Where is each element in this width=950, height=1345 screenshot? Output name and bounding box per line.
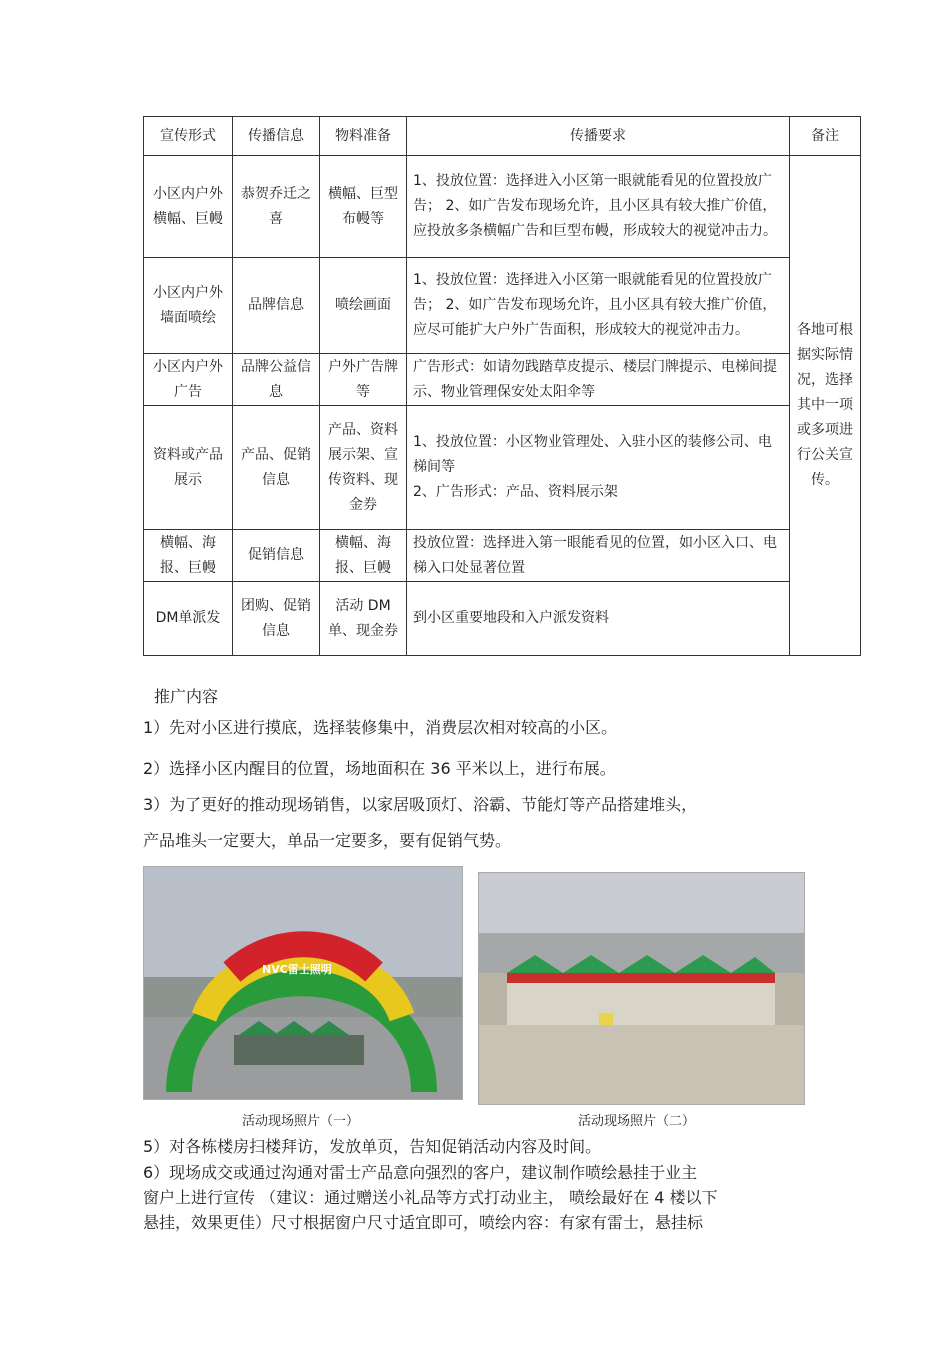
- cell-material: 户外广告牌等: [320, 354, 407, 406]
- cell-requirement: [407, 406, 790, 530]
- section-title: 推广内容: [154, 687, 219, 706]
- cell-requirement: 到小区重要地段和入户派发资料: [407, 582, 790, 656]
- cell-form: 资料或产品展示: [144, 406, 233, 530]
- cell-material: 横幅、巨型布幔等: [320, 156, 407, 258]
- paragraph: 2）选择小区内醒目的位置，场地面积在 36 平米以上，进行布展。: [143, 759, 616, 778]
- table-row: [144, 354, 861, 406]
- cell-form: 小区内户外横幅、巨幔: [144, 156, 233, 258]
- paragraph: 悬挂，效果更佳）尺寸根据窗户尺寸适宜即可，喷绘内容：有家有雷士，悬挂标: [143, 1213, 704, 1232]
- cell-form: 横幅、海报、巨幔: [144, 530, 233, 582]
- cell-info: 品牌公益信息: [233, 354, 320, 406]
- paragraph: 窗户上进行宣传 （建议：通过赠送小礼品等方式打动业主， 喷绘最好在 4 楼以下: [143, 1188, 718, 1207]
- header-cell: 传播信息: [233, 117, 320, 156]
- paragraph: 6）现场成交或通过沟通对雷士产品意向强烈的客户，建议制作喷绘悬挂于业主: [143, 1163, 698, 1182]
- photo-booths-illustration: [479, 873, 804, 1104]
- header-cell: 传播要求: [407, 117, 790, 156]
- cell-requirement: 广告形式：如请勿践踏草皮提示、楼层门牌提示、电梯间提示、物业管理保安处太阳伞等: [407, 354, 790, 406]
- photo-caption-1: 活动现场照片（一）: [242, 1114, 360, 1129]
- cell-form: DM单派发: [144, 582, 233, 656]
- photo-arch-illustration: [144, 867, 462, 1099]
- photo-event-1: [143, 866, 463, 1100]
- cell-remark: 各地可根据实际情况，选择其中一项或多项进行公关宣传。: [790, 156, 861, 656]
- paragraph: 1）先对小区进行摸底，选择装修集中，消费层次相对较高的小区。: [143, 718, 618, 737]
- header-cell: 宣传形式: [144, 117, 233, 156]
- cell-requirement: 1、投放位置：选择进入小区第一眼就能看见的位置投放广告； 2、如广告发布现场允许，且小区具有较大推广价值，应尽可能扩大户外广告面积，形成较大的视觉冲击力。: [407, 258, 790, 354]
- cell-form: 小区内户外广告: [144, 354, 233, 406]
- photo-caption-2: 活动现场照片（二）: [578, 1114, 696, 1129]
- cell-info: 团购、促销信息: [233, 582, 320, 656]
- table-row: [144, 406, 861, 530]
- paragraph: 产品堆头一定要大，单品一定要多，要有促销气势。: [143, 831, 512, 850]
- header-cell: 物料准备: [320, 117, 407, 156]
- table-row: [144, 530, 861, 582]
- table-row: [144, 258, 861, 354]
- header-cell: 备注: [790, 117, 861, 156]
- cell-requirement: 投放位置：选择进入第一眼能看见的位置，如小区入口、电梯入口处显著位置: [407, 530, 790, 582]
- promotion-table: [143, 116, 861, 656]
- cell-material: 产品、资料展示架、宣传资料、现金券: [320, 406, 407, 530]
- cell-info: 恭贺乔迁之喜: [233, 156, 320, 258]
- paragraph: 5）对各栋楼房扫楼拜访，发放单页，告知促销活动内容及时间。: [143, 1137, 602, 1156]
- cell-info: 产品、促销信息: [233, 406, 320, 530]
- cell-form: 小区内户外墙面喷绘: [144, 258, 233, 354]
- table-row: [144, 156, 861, 258]
- table-header-row: [144, 117, 861, 156]
- requirement-line: 2、广告形式：产品、资料展示架: [413, 484, 618, 500]
- cell-material: 喷绘画面: [320, 258, 407, 354]
- cell-info: 品牌信息: [233, 258, 320, 354]
- table-row: [144, 582, 861, 656]
- photo-event-2: [478, 872, 805, 1105]
- cell-requirement: 1、投放位置：选择进入小区第一眼就能看见的位置投放广告； 2、如广告发布现场允许，且小区具有较大推广价值，应投放多条横幅广告和巨型布幔，形成较大的视觉冲击力。: [407, 156, 790, 258]
- requirement-line: 1、投放位置：小区物业管理处、入驻小区的装修公司、电梯间等: [413, 434, 772, 475]
- cell-material: 横幅、海报、巨幔: [320, 530, 407, 582]
- paragraph: 3）为了更好的推动现场销售，以家居吸顶灯、浴霸、节能灯等产品搭建堆头，: [143, 795, 698, 814]
- cell-material: 活动 DM单、现金券: [320, 582, 407, 656]
- cell-info: 促销信息: [233, 530, 320, 582]
- arch-banner-text: NVC雷士照明: [262, 963, 332, 976]
